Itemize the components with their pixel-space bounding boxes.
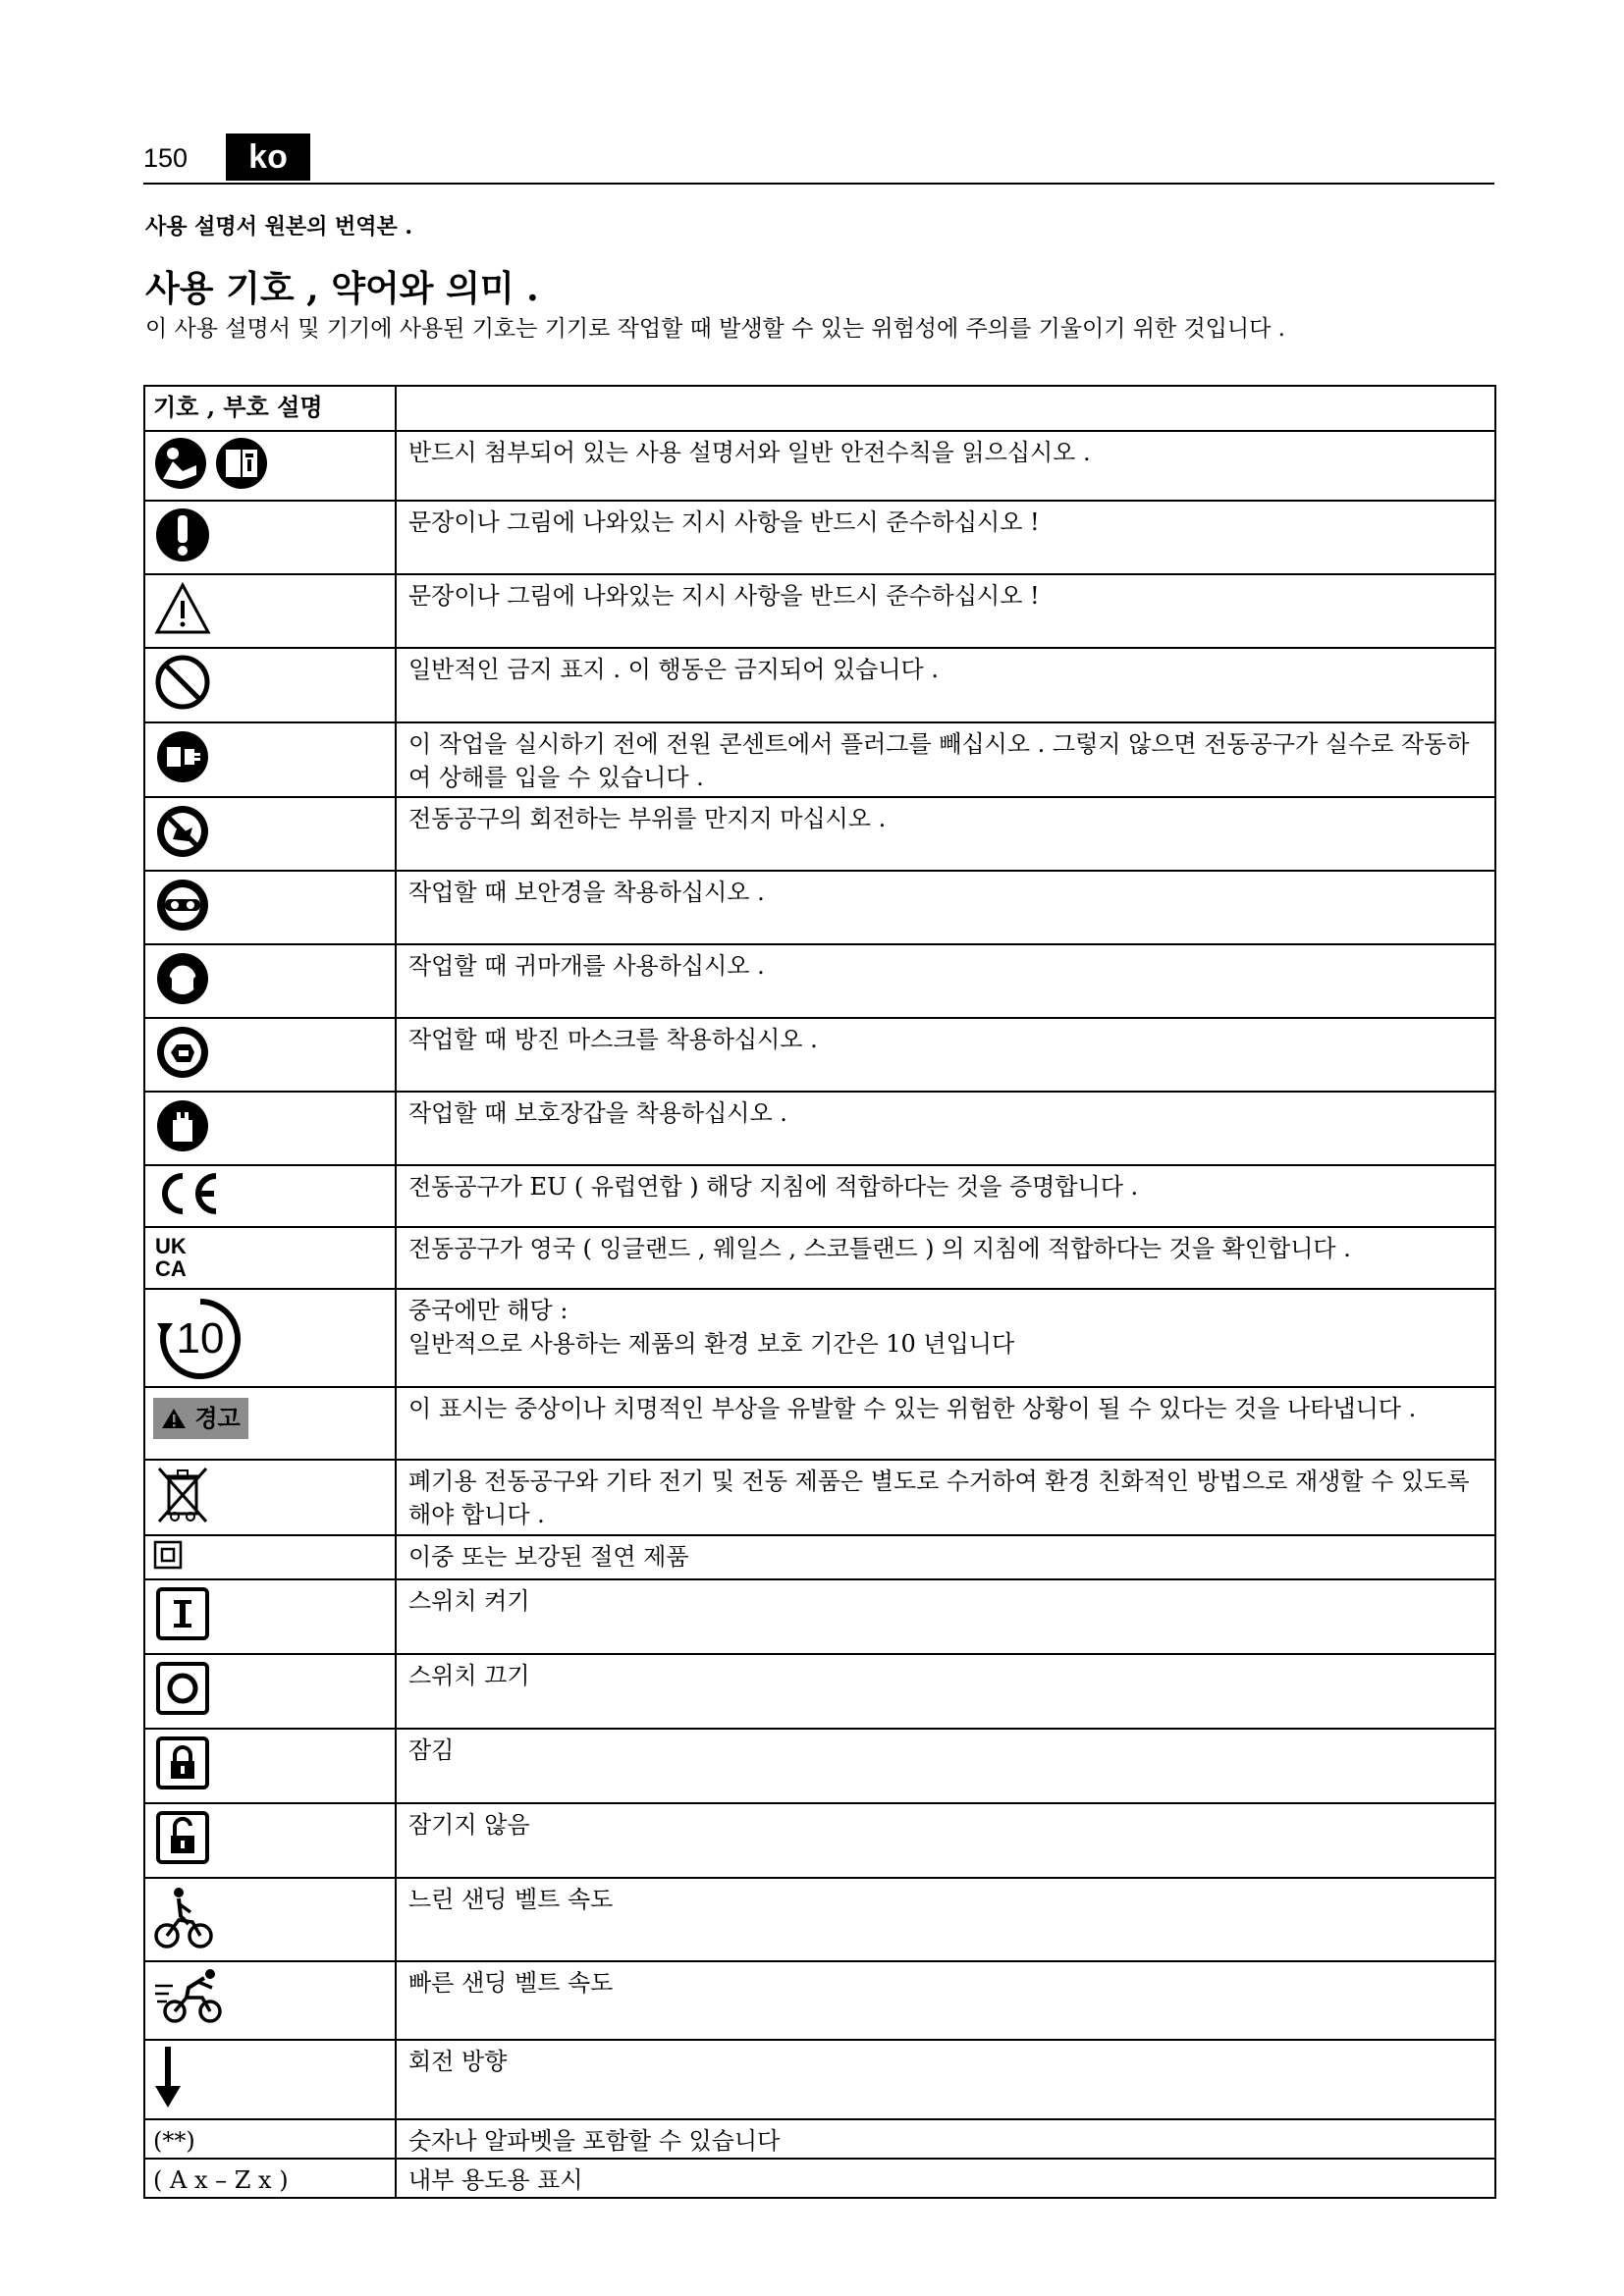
row-description-line2: 일반적으로 사용하는 제품의 환경 보호 기간은 10 년입니다: [408, 1330, 1015, 1358]
row-description: 회전 방향: [396, 2040, 1495, 2119]
symbols-table: [143, 385, 1496, 2199]
row-description: 내부 용도용 표시: [396, 2159, 1495, 2198]
table-header-label: 기호 , 부호 설명: [144, 386, 396, 431]
table-row: [144, 1579, 1495, 1654]
row-description: 문장이나 그림에 나와있는 지시 사항을 반드시 준수하십시오 !: [396, 501, 1495, 574]
table-row: [144, 501, 1495, 574]
table-row: [144, 1289, 1495, 1387]
unlock-icon: [153, 1808, 212, 1876]
china-10-year-number: 10: [176, 1314, 225, 1362]
table-row: [144, 1165, 1495, 1227]
no-touch-rotating-icon: [153, 802, 212, 870]
row-symbol: ( A x – Z x ): [144, 2159, 396, 2198]
page-header: [143, 133, 1494, 185]
warning-triangle-icon: [153, 579, 212, 647]
ear-protection-icon: [153, 949, 212, 1017]
table-row: [144, 944, 1495, 1018]
row-description: 중국에만 해당 :: [408, 1297, 568, 1324]
exclamation-icon: [153, 506, 212, 573]
language-badge: ko: [226, 133, 310, 181]
row-description: 숫자나 알파벳을 포함할 수 있습니다: [396, 2119, 1495, 2159]
table-row: [144, 1387, 1495, 1460]
gloves-icon: [153, 1096, 212, 1164]
table-row: [144, 797, 1495, 871]
row-description: 잠김: [396, 1729, 1495, 1803]
table-row: [144, 1535, 1495, 1579]
china-10-year-icon: [153, 1294, 247, 1384]
row-description: 전동공구의 회전하는 부위를 만지지 마십시오 .: [396, 797, 1495, 871]
double-insulation-icon: [153, 1540, 183, 1578]
page-number: 150: [143, 143, 189, 173]
warning-label-icon: [153, 1398, 248, 1439]
row-description: 문장이나 그림에 나와있는 지시 사항을 반드시 준수하십시오 !: [396, 574, 1495, 648]
ce-mark-icon: [153, 1170, 222, 1226]
table-row: [144, 431, 1495, 501]
ukca-mark-icon: [153, 1232, 200, 1288]
table-row: [144, 1878, 1495, 1961]
row-description: 작업할 때 보안경을 착용하십시오 .: [396, 871, 1495, 944]
table-row: [144, 2159, 1495, 2198]
row-description: 잠기지 않음: [396, 1803, 1495, 1878]
row-description: 빠른 샌딩 벨트 속도: [396, 1961, 1495, 2040]
row-description: 이중 또는 보강된 절연 제품: [396, 1535, 1495, 1579]
table-row: [144, 1018, 1495, 1092]
table-row: [144, 871, 1495, 944]
row-description: 이 표시는 중상이나 치명적인 부상을 유발할 수 있는 위험한 상황이 될 수 있다는 것을 나타냅니다 .: [396, 1387, 1495, 1460]
fast-bicycle-icon: [153, 1966, 232, 2034]
table-row: [144, 2119, 1495, 2159]
row-description: 전동공구가 EU ( 유럽연합 ) 해당 지침에 적합하다는 것을 증명합니다 .: [396, 1165, 1495, 1227]
goggles-icon: [153, 876, 212, 943]
dust-mask-icon: [153, 1023, 212, 1091]
row-description: 작업할 때 귀마개를 사용하십시오 .: [396, 944, 1495, 1018]
table-row: [144, 574, 1495, 648]
table-row: [144, 1092, 1495, 1165]
table-row: [144, 1803, 1495, 1878]
table-row: [144, 1654, 1495, 1729]
switch-off-icon: [153, 1659, 212, 1727]
table-row: [144, 1227, 1495, 1289]
row-description: 스위치 켜기: [396, 1579, 1495, 1654]
slow-bicycle-icon: [153, 1883, 216, 1960]
read-manual-icon: [153, 436, 271, 500]
down-arrow-icon: [153, 2045, 183, 2118]
weee-bin-icon: [153, 1465, 212, 1534]
switch-on-icon: [153, 1584, 212, 1652]
table-row: [144, 1460, 1495, 1535]
table-header-row: [144, 386, 1495, 431]
row-description: 작업할 때 방진 마스크를 착용하십시오 .: [396, 1018, 1495, 1092]
row-description: 이 작업을 실시하기 전에 전원 콘센트에서 플러그를 빼십시오 . 그렇지 않으면 전동공구가 실수로 작동하여 상해를 입을 수 있습니다 .: [396, 722, 1495, 797]
table-row: [144, 722, 1495, 797]
row-description: 전동공구가 영국 ( 잉글랜드 , 웨일스 , 스코틀랜드 ) 의 지침에 적합하다는 것을 확인합니다 .: [396, 1227, 1495, 1289]
lock-icon: [153, 1734, 212, 1801]
translation-note: 사용 설명서 원본의 번역본 .: [145, 214, 413, 240]
row-description: 작업할 때 보호장갑을 착용하십시오 .: [396, 1092, 1495, 1165]
row-description: 일반적인 금지 표지 . 이 행동은 금지되어 있습니다 .: [396, 648, 1495, 722]
table-row: [144, 2040, 1495, 2119]
row-description: 폐기용 전동공구와 기타 전기 및 전동 제품은 별도로 수거하여 환경 친화적인 방법으로 재생할 수 있도록 해야 합니다 .: [396, 1460, 1495, 1535]
svg-text:UK: UK: [155, 1234, 187, 1258]
row-description: 느린 샌딩 벨트 속도: [396, 1878, 1495, 1961]
unplug-icon: [153, 727, 212, 795]
row-description: 스위치 끄기: [396, 1654, 1495, 1729]
prohibition-icon: [153, 653, 212, 721]
section-title: 사용 기호 , 약어와 의미 .: [145, 268, 539, 309]
row-symbol: (**): [144, 2119, 396, 2159]
table-row: [144, 1729, 1495, 1803]
svg-text:CA: CA: [155, 1256, 187, 1279]
table-row: [144, 1961, 1495, 2040]
warning-label-text: 경고: [194, 1405, 241, 1432]
intro-paragraph: 이 사용 설명서 및 기기에 사용된 기호는 기기로 작업할 때 발생할 수 있는 위험성에 주의를 기울이기 위한 것입니다 .: [145, 316, 1285, 342]
table-row: [144, 648, 1495, 722]
row-description: 반드시 첨부되어 있는 사용 설명서와 일반 안전수칙을 읽으십시오 .: [396, 431, 1495, 501]
